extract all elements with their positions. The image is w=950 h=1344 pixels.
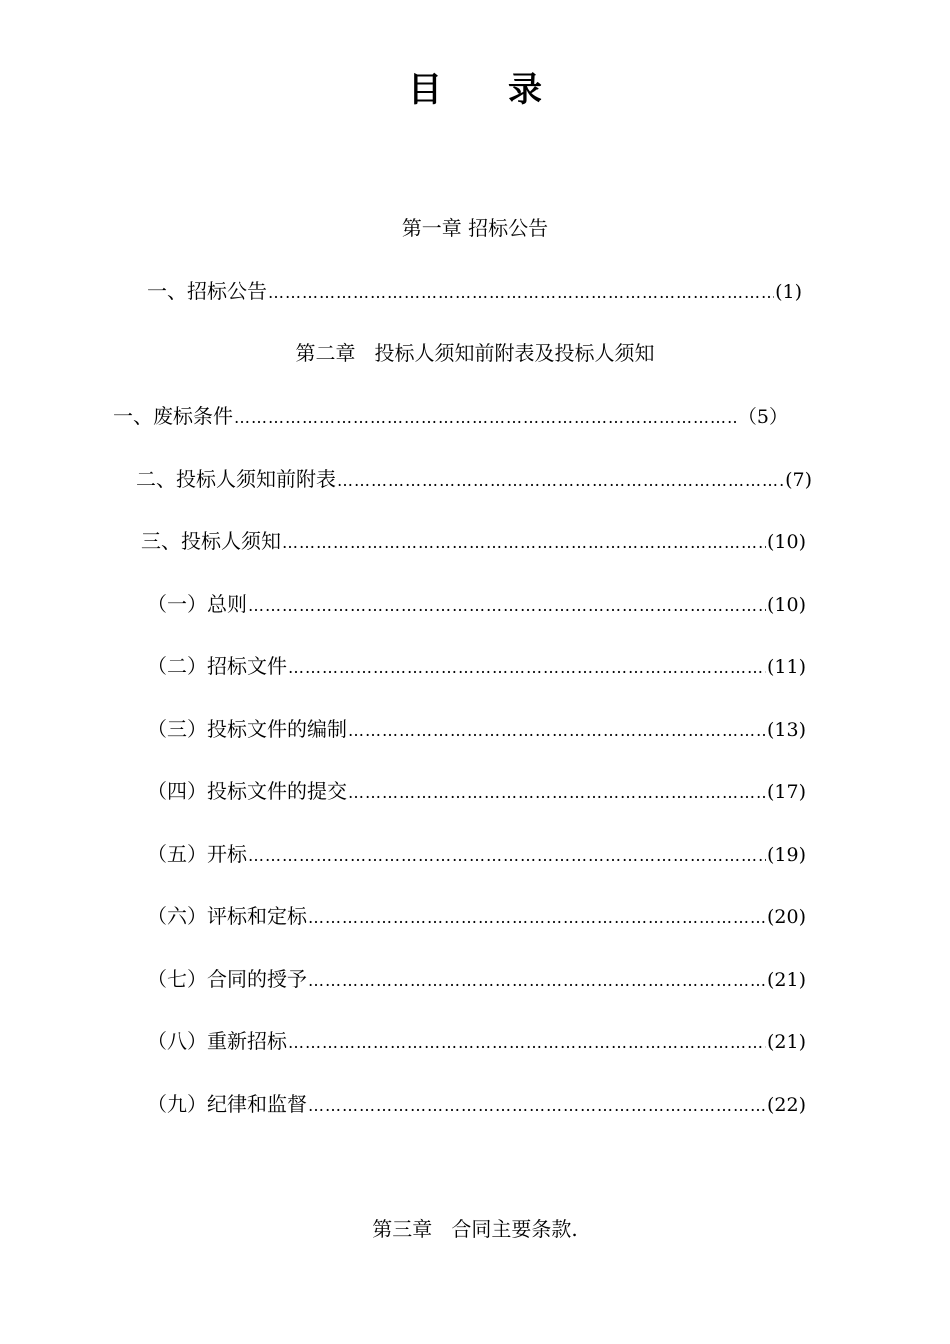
toc-entry-page: (11): [766, 656, 806, 678]
dot-leader: [288, 1029, 766, 1057]
dot-leader: [308, 1092, 766, 1120]
dot-leader: [282, 529, 766, 557]
toc-entry-label: 一、废标条件: [113, 404, 233, 428]
toc-entry-bid-announcement[interactable]: [147, 277, 802, 307]
chapter-2-heading: 第二章 投标人须知前附表及投标人须知: [295, 341, 655, 365]
toc-entry-page: (17): [766, 781, 806, 803]
toc-entry-general[interactable]: [147, 590, 806, 620]
toc-entry-bid-submission[interactable]: [147, 777, 806, 807]
toc-entry-page: （5）: [737, 406, 788, 428]
dot-leader: [288, 654, 766, 682]
dot-leader: [308, 904, 766, 932]
chapter-1-heading: 第一章 招标公告: [401, 216, 549, 240]
toc-entry-discipline-supervision[interactable]: [147, 1090, 806, 1120]
toc-entry-page: (21): [766, 1031, 806, 1053]
page-title: [0, 68, 950, 112]
toc-entry-label: 一、招标公告: [147, 279, 267, 303]
toc-entry-tender-documents[interactable]: [147, 652, 806, 682]
chapter-3-heading: 第三章 合同主要条款.: [372, 1217, 578, 1241]
toc-entry-label: （七）合同的授予: [147, 967, 307, 991]
dot-leader: [348, 779, 766, 807]
dot-leader: [308, 967, 766, 995]
toc-entry-page: (19): [766, 844, 806, 866]
toc-entry-disqualification[interactable]: [113, 402, 788, 432]
toc-entry-page: (22): [766, 1094, 806, 1116]
dot-leader: [234, 404, 737, 432]
dot-leader: [337, 467, 784, 495]
dot-leader: [348, 717, 766, 745]
toc-entry-label: （九）纪律和监督: [147, 1092, 307, 1116]
toc-entry-label: （八）重新招标: [147, 1029, 287, 1053]
toc-entry-evaluation-award[interactable]: [147, 902, 806, 932]
toc-entry-label: （三）投标文件的编制: [147, 717, 347, 741]
toc-entry-rebidding[interactable]: [147, 1027, 806, 1057]
dot-leader: [248, 592, 766, 620]
toc-entry-label: （六）评标和定标: [147, 904, 307, 928]
toc-entry-page: (7): [785, 469, 812, 491]
toc-entry-bid-preparation[interactable]: [147, 715, 806, 745]
toc-entry-page: (1): [775, 281, 802, 303]
toc-entry-label: 二、投标人须知前附表: [136, 467, 336, 491]
toc-entry-front-table[interactable]: [136, 465, 812, 495]
toc-entry-page: (21): [766, 969, 806, 991]
toc-entry-contract-award[interactable]: [147, 965, 806, 995]
toc-entry-page: (10): [766, 531, 806, 553]
toc-entry-label: （五）开标: [147, 842, 247, 866]
dot-leader: [268, 279, 774, 307]
title-char-2: 录: [508, 70, 542, 110]
toc-entry-page: (20): [766, 906, 806, 928]
toc-entry-label: （二）招标文件: [147, 654, 287, 678]
toc-entry-page: (13): [766, 719, 806, 741]
toc-entry-bid-opening[interactable]: [147, 840, 806, 870]
toc-entry-label: （一）总则: [147, 592, 247, 616]
toc-entry-label: （四）投标文件的提交: [147, 779, 347, 803]
toc-entry-label: 三、投标人须知: [141, 529, 281, 553]
title-char-1: 目: [408, 70, 442, 110]
dot-leader: [248, 842, 766, 870]
toc-entry-page: (10): [766, 594, 806, 616]
toc-entry-bidder-instructions[interactable]: [141, 527, 806, 557]
